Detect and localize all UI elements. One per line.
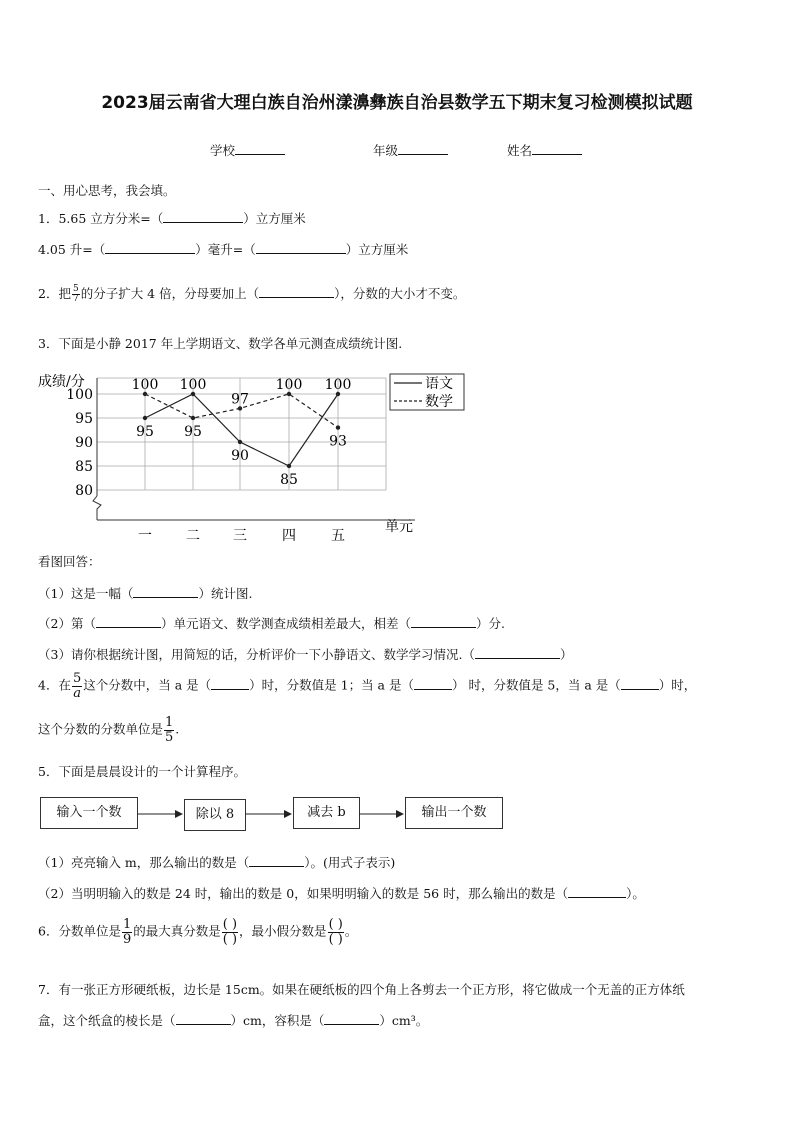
fraction: $\frac{1}{9}$ — [122, 917, 132, 947]
answer-fraction[interactable]: $\frac{( )}{( )}$ — [222, 917, 238, 947]
question-7-line2 — [38, 1011, 428, 1029]
answer-blank[interactable] — [163, 210, 243, 223]
q1b-text: 4.05 升=（ — [38, 242, 106, 257]
q3-intro: 看图回答： — [38, 554, 101, 569]
q7-text-mid: ）cm，容积是（ — [230, 1013, 325, 1028]
answer-blank[interactable] — [105, 241, 195, 254]
name-blank[interactable] — [532, 142, 582, 155]
data-label-shuxue: 97 — [231, 391, 249, 408]
flow-box-subtract: 减去 b — [293, 797, 360, 829]
answer-fraction[interactable]: $\frac{( )}{( )}$ — [328, 917, 343, 947]
answer-blank[interactable] — [475, 646, 560, 659]
grade-blank[interactable] — [398, 142, 448, 155]
school-label: 学校 — [210, 143, 236, 158]
answer-blank[interactable] — [411, 615, 476, 628]
answer-blank[interactable] — [568, 885, 626, 898]
q6-text-end: 。 — [344, 923, 358, 939]
school-blank[interactable] — [235, 142, 285, 155]
data-point — [287, 464, 291, 468]
school-field — [210, 141, 285, 159]
q6-text-mid2: ，最小假分数是 — [239, 923, 327, 939]
question-2 — [38, 284, 465, 304]
q5-sub-1 — [38, 853, 395, 871]
grade-label: 年级 — [373, 143, 399, 158]
data-label-yuwen: 90 — [231, 448, 249, 464]
q3-sub-3 — [38, 645, 572, 663]
x-tick-label: 一 — [138, 528, 152, 544]
question-3: 3．下面是小静 2017 年上学期语文、数学各单元测查成绩统计图. — [38, 336, 403, 351]
name-label: 姓名 — [507, 143, 533, 158]
fraction: $\frac{5}{a}$ — [72, 671, 82, 701]
name-field — [507, 141, 582, 159]
answer-blank[interactable] — [259, 285, 334, 298]
q3s1-text-end: ）统计图. — [198, 586, 253, 601]
data-label-yuwen: 100 — [324, 377, 352, 393]
q4-text-2: ）时，分数值是 1；当 a 是（ — [249, 677, 414, 693]
answer-blank[interactable] — [96, 615, 161, 628]
data-label-shuxue: 100 — [131, 377, 159, 393]
grade-field — [373, 141, 448, 159]
answer-blank[interactable] — [249, 854, 304, 867]
x-tick-label: 五 — [331, 528, 345, 544]
data-label-shuxue: 93 — [329, 433, 347, 450]
legend-label-yuwen: 语文 — [425, 376, 453, 392]
q3s2-text-end: ）分. — [475, 616, 505, 631]
y-tick-label: 100 — [66, 387, 93, 403]
fraction: $\frac{5}{7}$ — [72, 283, 79, 304]
page-title: 2023届云南省大理白族自治州漾濞彝族自治县数学五下期末复习检测模拟试题 — [101, 93, 693, 113]
question-1b — [38, 240, 408, 258]
question-4-line2 — [38, 716, 179, 744]
q3s1-text: （1）这是一幅（ — [38, 586, 134, 601]
q3s3-text: （3）请你根据统计图，用简短的话，分析评价一下小静语文、数学学习情况.（ — [38, 647, 475, 662]
flow-box-input: 输入一个数 — [40, 797, 138, 829]
line-chart — [30, 364, 480, 544]
data-label-shuxue: 95 — [184, 424, 202, 440]
data-point — [143, 416, 147, 420]
chart-legend — [390, 374, 464, 410]
q1a-text-end: ）立方厘米 — [243, 211, 306, 226]
data-point — [191, 416, 195, 420]
question-7: 7．有一张正方形硬纸板，边长是 15cm。如果在硬纸板的四个角上各剪去一个正方形，将它做成一个无盖的正方体纸 — [38, 982, 685, 997]
q4-text-3: ） 时，分数值是 5，当 a 是（ — [451, 677, 621, 693]
q3s2-text: （2）第（ — [38, 616, 96, 631]
q1a-text: 1．5.65 立方分米=（ — [38, 211, 164, 226]
flow-box-output: 输出一个数 — [405, 797, 503, 829]
answer-blank[interactable] — [621, 677, 659, 690]
question-1a — [38, 209, 306, 227]
q1b-text-mid: ）毫升=（ — [195, 242, 256, 257]
q4-text-end: . — [175, 721, 180, 737]
q4-text-1: 这个分数中，当 a 是（ — [83, 677, 212, 693]
fraction: $\frac{1}{5}$ — [165, 715, 174, 745]
q7-text-end: ）cm³。 — [379, 1013, 429, 1028]
data-label-yuwen: 100 — [179, 377, 207, 393]
x-tick-label: 三 — [233, 528, 247, 544]
question-4 — [38, 672, 696, 700]
q2-text-mid: 的分子扩大 4 倍，分母要加上（ — [80, 286, 260, 301]
q5s2-text-end: ）。 — [626, 886, 645, 901]
q2-text-end: ），分数的大小才不变。 — [334, 286, 466, 301]
y-tick-label: 80 — [75, 483, 93, 499]
q4-text: 4．在 — [38, 677, 71, 693]
x-tick-label: 四 — [282, 528, 296, 544]
q4-text-4: ）时， — [658, 677, 697, 693]
data-point — [336, 425, 340, 429]
chart-xlabel: 单元 — [385, 519, 413, 535]
q2-text: 2．把 — [38, 286, 71, 301]
q7-text: 盒，这个纸盒的棱长是（ — [38, 1013, 176, 1028]
q5s1-text: （1）亮亮输入 m，那么输出的数是（ — [38, 855, 250, 870]
q6-text-mid: 的最大真分数是 — [133, 923, 221, 939]
axis-break — [93, 496, 101, 520]
flow-box-divide: 除以 8 — [184, 799, 246, 831]
answer-blank[interactable] — [324, 1012, 379, 1025]
answer-blank[interactable] — [414, 677, 452, 690]
data-label-yuwen: 85 — [280, 472, 298, 488]
q4-text-line2: 这个分数的分数单位是 — [38, 721, 164, 737]
legend-label-shuxue: 数学 — [425, 394, 453, 410]
y-tick-label: 95 — [75, 411, 93, 427]
x-tick-label: 二 — [186, 528, 200, 544]
section-heading: 一、用心思考，我会填。 — [38, 183, 176, 198]
answer-blank[interactable] — [133, 585, 198, 598]
y-tick-label: 90 — [75, 435, 93, 451]
q3-sub-1 — [38, 584, 252, 602]
q3-sub-2 — [38, 614, 505, 632]
y-tick-label: 85 — [75, 459, 93, 475]
q5s1-text-end: ）。(用式子表示) — [304, 855, 396, 870]
q3s2-text-mid: ）单元语文、数学测查成绩相差最大，相差（ — [160, 616, 411, 631]
q5-sub-2 — [38, 884, 645, 902]
data-label-shuxue: 100 — [275, 377, 303, 393]
q6-text: 6．分数单位是 — [38, 923, 121, 939]
data-label-yuwen: 95 — [136, 424, 154, 440]
question-5: 5．下面是晨晨设计的一个计算程序。 — [38, 764, 246, 779]
flow-arrows — [0, 800, 794, 830]
question-6 — [38, 918, 357, 946]
q1b-text-end: ）立方厘米 — [345, 242, 409, 257]
answer-blank[interactable] — [211, 677, 249, 690]
answer-blank[interactable] — [256, 241, 346, 254]
chart-ylabel: 成绩/分 — [38, 374, 85, 390]
data-point — [238, 440, 242, 444]
q3s3-text-end: ） — [559, 647, 573, 662]
answer-blank[interactable] — [176, 1012, 231, 1025]
q5s2-text: （2）当明明输入的数是 24 时，输出的数是 0，如果明明输入的数是 56 时，那么输出的数是（ — [38, 886, 569, 901]
